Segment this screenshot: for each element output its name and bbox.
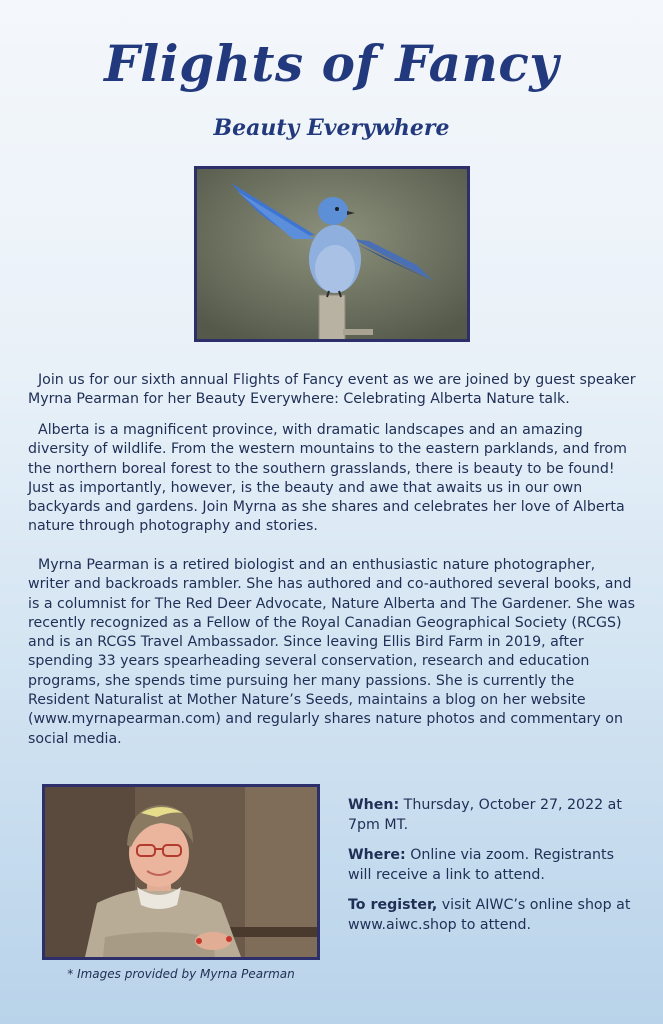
- bluebird-photo: [194, 166, 470, 342]
- register-value: visit AIWC’s online shop at www.aiwc.shop to attend.: [348, 897, 631, 933]
- when-value: Thursday, October 27, 2022 at 7pm MT.: [348, 797, 622, 833]
- speaker-portrait-photo: [42, 784, 320, 960]
- register-info: [348, 896, 638, 935]
- intro-paragraph: [28, 371, 638, 410]
- speaker-bio-text: Myrna Pearman is a retired biologist and an enthusiastic nature photographer, writer and backroads rambler. She has authored and co-authored several books, and is a columnist for The Red Deer Advocate, Nature Alberta and The Gardener. She was recently recognized as a Fellow of the Royal Canadian Geographical Society (RCGS) and is an RCGS Travel Ambassador. Since leaving Ellis Bird Farm in 2019, after spending 33 years spearheading several conservation, research and education programs, she spends time pursuing her many passions. She is currently the Resident Naturalist at Mother Nature’s Seeds, maintains a blog on her website (www.myrnapearman.com) and regularly shares nature photos and commentary on social media.: [28, 557, 636, 747]
- event-details: [348, 796, 638, 946]
- speaker-bio-paragraph: [28, 556, 638, 749]
- where-label: Where:: [348, 847, 406, 863]
- alberta-paragraph: [28, 421, 638, 537]
- when-label: When:: [348, 797, 400, 813]
- when-info: [348, 796, 638, 835]
- where-value: Online via zoom. Registrants will receive a link to attend.: [348, 847, 614, 883]
- where-info: [348, 846, 638, 885]
- event-subtitle: Beauty Everywhere: [213, 115, 450, 141]
- bluebird-illustration: [197, 169, 467, 339]
- intro-text: Join us for our sixth annual Flights of Fancy event as we are joined by guest speaker Myrna Pearman for her Beauty Everywhere: Celebrating Alberta Nature talk.: [28, 372, 636, 408]
- image-credit: * Images provided by Myrna Pearman: [67, 967, 295, 981]
- alberta-text: Alberta is a magnificent province, with dramatic landscapes and an amazing diversity of wildlife. From the western mountains to the eastern parklands, and from the northern boreal forest to the southern grasslands, there is beauty to be found! Just as importantly, however, is the beauty and awe that awaits us in our own backyards and gardens. Join Myrna as she shares and celebrates her love of Alberta nature through photography and stories.: [28, 422, 627, 535]
- speaker-illustration: [45, 787, 317, 957]
- register-label: To register,: [348, 897, 438, 913]
- event-title: Flights of Fancy: [104, 34, 559, 93]
